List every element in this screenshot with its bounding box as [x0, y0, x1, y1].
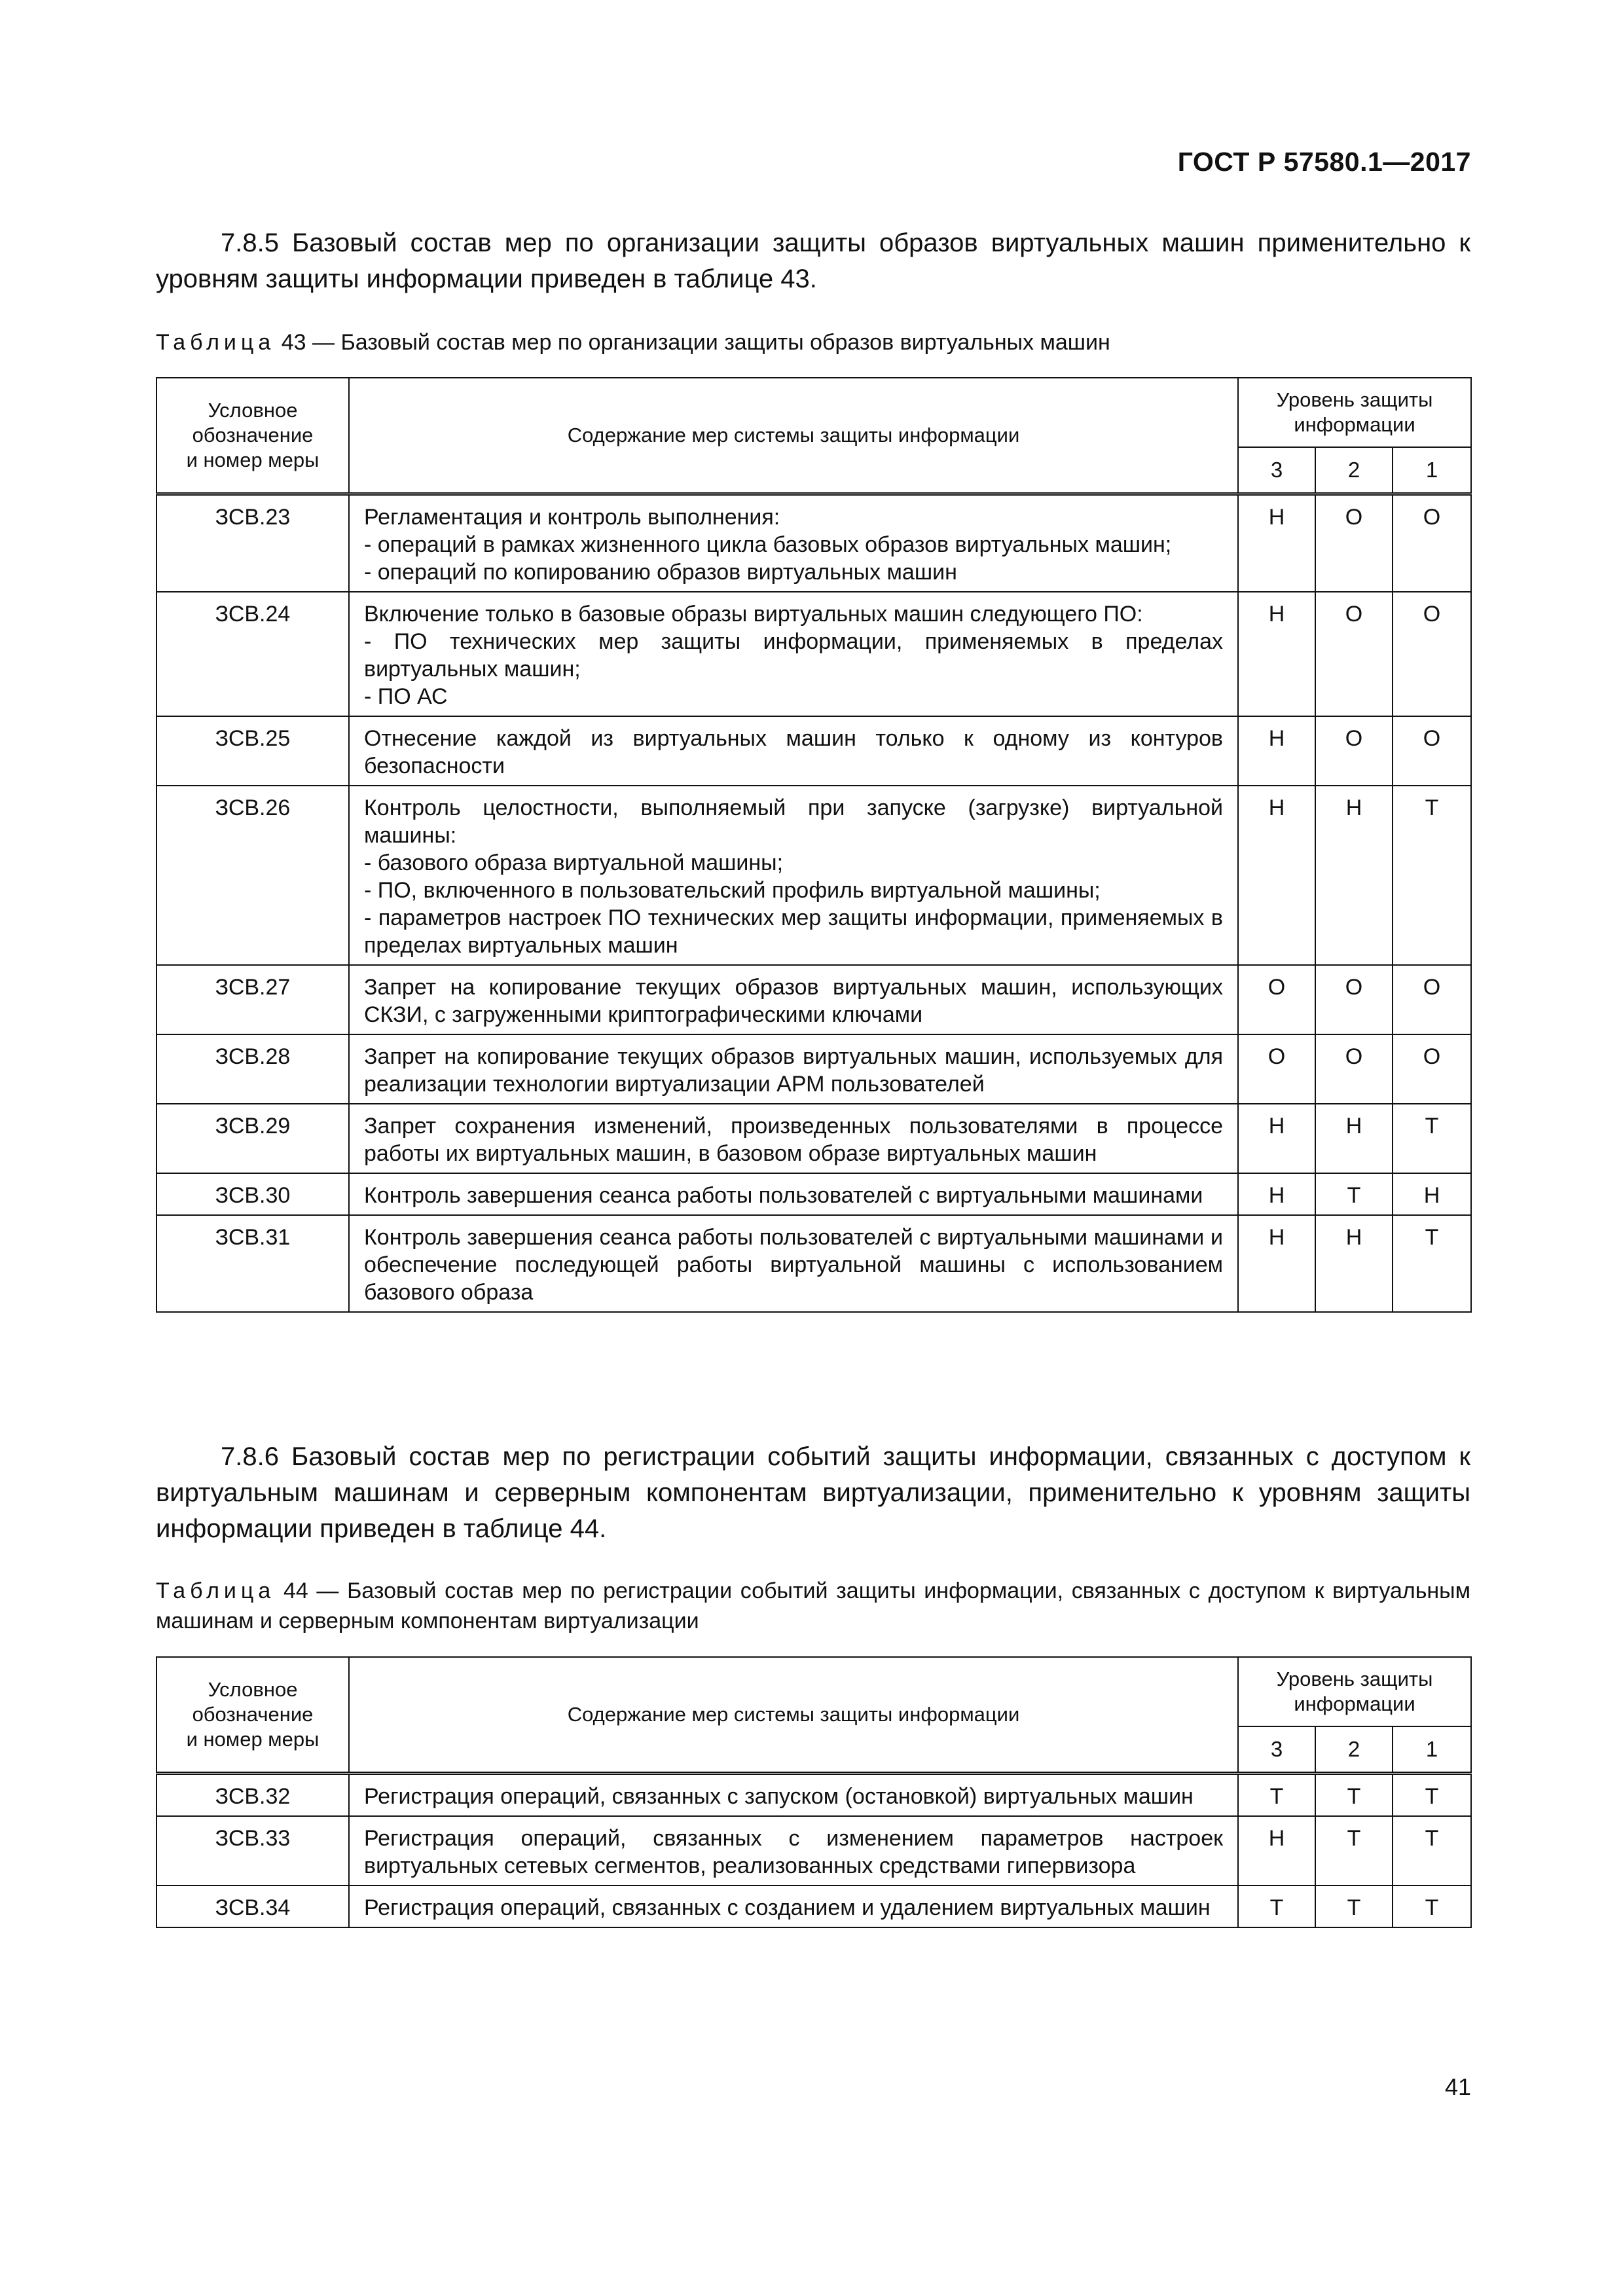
measure-content-line: Запрет на копирование текущих образов виртуальных машин, используемых для реализации технологии виртуализации АРМ пользователей	[364, 1044, 1223, 1097]
measure-content-line: - ПО, включенного в пользовательский профиль виртуальной машины;	[364, 878, 1101, 903]
measure-content	[349, 716, 1238, 786]
level-2-value: Т	[1315, 1774, 1393, 1817]
table-row	[156, 494, 1471, 592]
header-level-line: Уровень защиты	[1276, 1667, 1433, 1690]
level-2-value: О	[1315, 1034, 1393, 1104]
measure-content	[349, 786, 1238, 965]
measure-content-line: Включение только в базовые образы виртуальных машин следующего ПО:	[364, 602, 1143, 627]
measure-content-line: Контроль завершения сеанса работы пользователей с виртуальными машинами	[364, 1183, 1203, 1208]
table-43	[156, 377, 1472, 1313]
header-level-line: Уровень защиты	[1276, 388, 1433, 411]
document-header: ГОСТ Р 57580.1—2017	[1177, 147, 1471, 177]
measure-content-line: - операций по копированию образов виртуальных машин	[364, 560, 957, 585]
level-3-value: Н	[1238, 716, 1315, 786]
table-row	[156, 965, 1471, 1034]
table-row	[156, 1886, 1471, 1927]
header-level-3: 3	[1238, 1726, 1315, 1774]
measure-content	[349, 1886, 1238, 1927]
table-row	[156, 1104, 1471, 1173]
header-level	[1238, 1657, 1471, 1726]
measure-content-line: Запрет на копирование текущих образов виртуальных машин, использующих СКЗИ, с загруженными криптографическими ключами	[364, 975, 1223, 1027]
header-level-line: информации	[1294, 1692, 1415, 1715]
table-row	[156, 592, 1471, 716]
header-level	[1238, 378, 1471, 447]
level-2-value: Т	[1315, 1816, 1393, 1886]
measure-code: ЗСВ.32	[156, 1774, 349, 1817]
measure-code: ЗСВ.28	[156, 1034, 349, 1104]
measure-content-line: - операций в рамках жизненного цикла базовых образов виртуальных машин;	[364, 532, 1172, 557]
level-2-value: О	[1315, 592, 1393, 716]
measure-code: ЗСВ.34	[156, 1886, 349, 1927]
header-code-line: Условное	[208, 399, 298, 422]
level-1-value: Т	[1393, 786, 1471, 965]
measure-content-line: - базового образа виртуальной машины;	[364, 850, 784, 875]
level-1-value: Н	[1393, 1173, 1471, 1215]
measure-code: ЗСВ.26	[156, 786, 349, 965]
measure-content-line: - ПО АС	[364, 684, 448, 709]
table-44-caption-word: Таблица	[156, 1578, 276, 1603]
measure-content	[349, 965, 1238, 1034]
table-44-caption	[156, 1576, 1470, 1636]
table-43-caption-word: Таблица	[156, 330, 276, 355]
measure-content-line: Регистрация операций, связанных с созданием и удалением виртуальных машин	[364, 1895, 1211, 1920]
measure-content	[349, 1173, 1238, 1215]
level-2-value: Т	[1315, 1886, 1393, 1927]
level-3-value: Н	[1238, 592, 1315, 716]
level-1-value: Т	[1393, 1816, 1471, 1886]
header-code-line: и номер меры	[186, 448, 319, 471]
measure-code: ЗСВ.30	[156, 1173, 349, 1215]
table-43-caption-title: 43 — Базовый состав мер по организации защиты образов виртуальных машин	[275, 330, 1110, 355]
level-2-value: О	[1315, 965, 1393, 1034]
header-code	[156, 1657, 349, 1774]
table-row	[156, 1034, 1471, 1104]
measure-code: ЗСВ.29	[156, 1104, 349, 1173]
header-level-2: 2	[1315, 1726, 1393, 1774]
measure-content	[349, 1104, 1238, 1173]
measure-content	[349, 1034, 1238, 1104]
header-level-1: 1	[1393, 1726, 1471, 1774]
level-3-value: Н	[1238, 494, 1315, 592]
level-3-value: О	[1238, 965, 1315, 1034]
level-2-value: Н	[1315, 786, 1393, 965]
measure-code: ЗСВ.33	[156, 1816, 349, 1886]
header-code-line: Условное	[208, 1678, 298, 1701]
level-2-value: О	[1315, 494, 1393, 592]
level-1-value: О	[1393, 1034, 1471, 1104]
level-2-value: Н	[1315, 1215, 1393, 1312]
level-1-value: О	[1393, 965, 1471, 1034]
header-code-line: и номер меры	[186, 1728, 319, 1751]
level-3-value: Н	[1238, 1816, 1315, 1886]
measure-content-line: - ПО технических мер защиты информации, применяемых в пределах виртуальных машин;	[364, 629, 1223, 682]
table-row	[156, 1816, 1471, 1886]
level-1-value: Т	[1393, 1886, 1471, 1927]
header-level-3: 3	[1238, 447, 1315, 494]
measure-code: ЗСВ.31	[156, 1215, 349, 1312]
measure-content-line: Отнесение каждой из виртуальных машин только к одному из контуров безопасности	[364, 726, 1223, 778]
measure-code: ЗСВ.25	[156, 716, 349, 786]
table-row	[156, 786, 1471, 965]
header-level-2: 2	[1315, 447, 1393, 494]
table-row	[156, 1173, 1471, 1215]
header-content: Содержание мер системы защиты информации	[349, 378, 1238, 494]
measure-code: ЗСВ.24	[156, 592, 349, 716]
header-level-1: 1	[1393, 447, 1471, 494]
level-3-value: Н	[1238, 1104, 1315, 1173]
section-7-8-5-text: 7.8.5 Базовый состав мер по организации защиты образов виртуальных машин применительно к уровням защиты информации приведен в таблице 43.	[156, 228, 1470, 293]
header-code	[156, 378, 349, 494]
level-2-value: Т	[1315, 1173, 1393, 1215]
level-3-value: Т	[1238, 1886, 1315, 1927]
measure-content	[349, 1816, 1238, 1886]
level-3-value: Н	[1238, 1173, 1315, 1215]
level-1-value: О	[1393, 716, 1471, 786]
level-1-value: Т	[1393, 1104, 1471, 1173]
level-1-value: О	[1393, 592, 1471, 716]
header-level-line: информации	[1294, 413, 1415, 436]
table-44-caption-title: 44 — Базовый состав мер по регистрации событий защиты информации, связанных с доступом к виртуальным машинам и серверным компонентам виртуализации	[156, 1578, 1470, 1633]
level-1-value: Т	[1393, 1215, 1471, 1312]
page-number: 41	[1444, 2073, 1471, 2100]
level-3-value: Т	[1238, 1774, 1315, 1817]
measure-content-line: Регистрация операций, связанных с запуском (остановкой) виртуальных машин	[364, 1784, 1194, 1809]
level-2-value: О	[1315, 716, 1393, 786]
measure-content-line: Запрет сохранения изменений, произведенных пользователями в процессе работы их виртуальных машин, в базовом образе виртуальных машин	[364, 1114, 1223, 1166]
measure-code: ЗСВ.23	[156, 494, 349, 592]
measure-content-line: - параметров настроек ПО технических мер защиты информации, применяемых в пределах виртуальных машин	[364, 905, 1223, 958]
table-row	[156, 1215, 1471, 1312]
level-2-value: Н	[1315, 1104, 1393, 1173]
measure-code: ЗСВ.27	[156, 965, 349, 1034]
level-1-value: О	[1393, 494, 1471, 592]
measure-content-line: Контроль целостности, выполняемый при запуске (загрузке) виртуальной машины:	[364, 795, 1223, 848]
table-44	[156, 1656, 1472, 1928]
level-3-value: О	[1238, 1034, 1315, 1104]
measure-content	[349, 592, 1238, 716]
header-content: Содержание мер системы защиты информации	[349, 1657, 1238, 1774]
measure-content	[349, 494, 1238, 592]
table-43-caption	[156, 327, 1470, 357]
measure-content-line: Регистрация операций, связанных с изменением параметров настроек виртуальных сетевых сегментов, реализованных средствами гипервизора	[364, 1826, 1223, 1878]
measure-content	[349, 1774, 1238, 1817]
measure-content	[349, 1215, 1238, 1312]
section-7-8-6-text: 7.8.6 Базовый состав мер по регистрации событий защиты информации, связанных с доступом к виртуальным машинам и серверным компонентам виртуализации, применительно к уровням защиты информации приведен в таблице 44.	[156, 1442, 1470, 1543]
header-code-line: обозначение	[192, 424, 314, 446]
level-3-value: Н	[1238, 1215, 1315, 1312]
table-row	[156, 716, 1471, 786]
level-3-value: Н	[1238, 786, 1315, 965]
measure-content-line: Регламентация и контроль выполнения:	[364, 505, 780, 530]
measure-content-line: Контроль завершения сеанса работы пользователей с виртуальными машинами и обеспечение последующей работы виртуальной машины с использованием базового образа	[364, 1225, 1223, 1305]
level-1-value: Т	[1393, 1774, 1471, 1817]
header-code-line: обозначение	[192, 1703, 314, 1726]
table-row	[156, 1774, 1471, 1817]
